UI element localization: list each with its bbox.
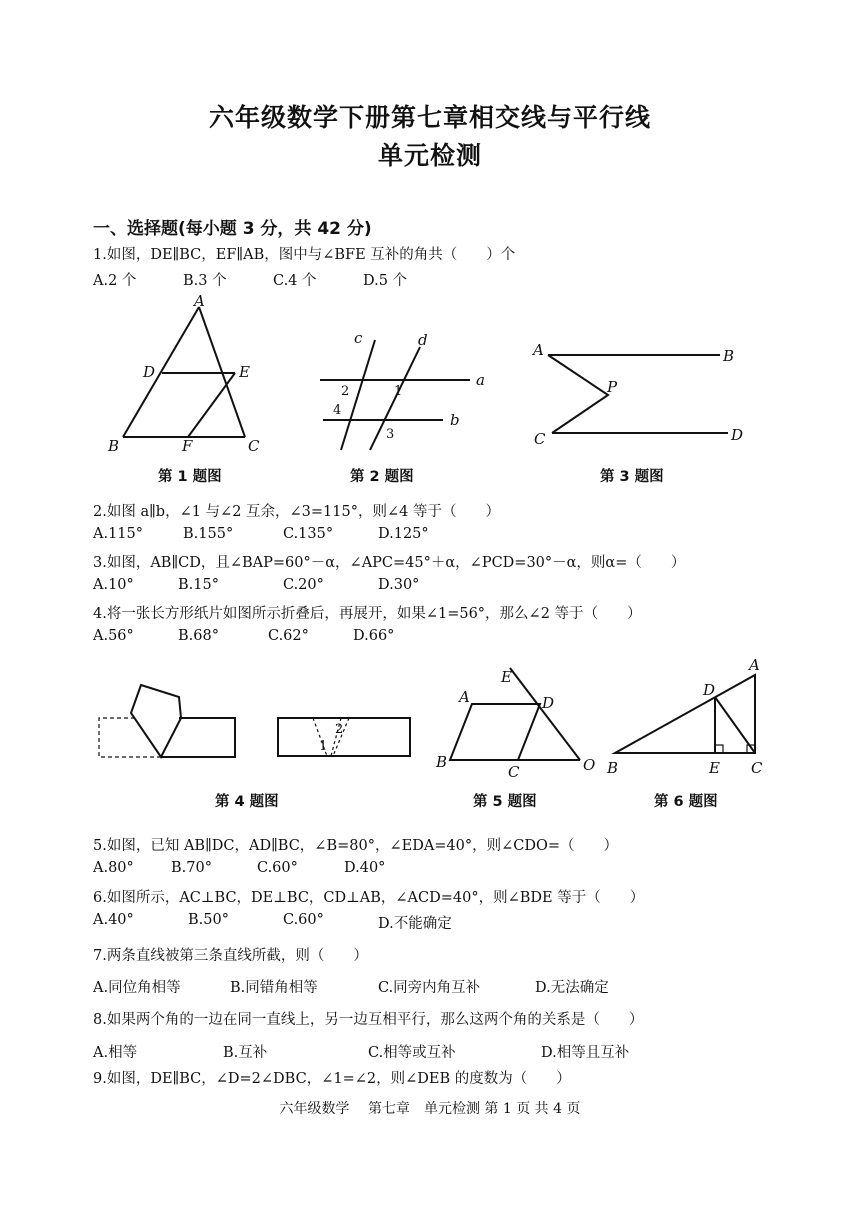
q5-option-a: A.80°: [93, 860, 134, 876]
fig2-label-a: a: [476, 371, 485, 389]
q6-option-d: D.不能确定: [378, 916, 452, 932]
fig2-label-4: 4: [333, 403, 342, 418]
fig4-label-2: 2: [335, 722, 344, 737]
figure-2: [315, 325, 495, 455]
question-6: 6.如图所示，AC⊥BC，DE⊥BC，CD⊥AB，∠ACD=40°，则∠BDE 等于（ ）: [93, 890, 645, 906]
fig6-label-c: C: [751, 759, 763, 777]
q8-option-b: B.互补: [223, 1045, 268, 1061]
q5-option-b: B.70°: [171, 860, 212, 876]
q3-option-a: A.10°: [93, 577, 134, 593]
figure-5: [430, 660, 600, 785]
q1-option-c: C.4 个: [273, 273, 317, 289]
fig5-label-c: C: [508, 763, 520, 781]
q2-option-d: D.125°: [378, 526, 429, 542]
fig1-label-c: C: [248, 437, 260, 455]
figure-4-folded: [95, 675, 245, 765]
caption-fig5: 第 5 题图: [473, 794, 537, 810]
q6-option-a: A.40°: [93, 912, 134, 928]
q1-option-b: B.3 个: [183, 273, 227, 289]
question-1: 1.如图，DE∥BC，EF∥AB，图中与∠BFE 互补的角共（ ）个: [93, 247, 516, 263]
fig6-label-a: A: [749, 656, 760, 674]
q5-option-c: C.60°: [257, 860, 298, 876]
fig3-label-b: B: [723, 347, 735, 365]
fig5-label-e: E: [501, 668, 512, 686]
fig2-label-1: 1: [394, 384, 403, 399]
question-8: 8.如果两个角的一边在同一直线上，另一边互相平行，那么这两个角的关系是（ ）: [93, 1012, 644, 1028]
caption-fig4: 第 4 题图: [215, 794, 279, 810]
figure-1: [100, 292, 280, 465]
q2-option-b: B.155°: [183, 526, 234, 542]
q4-option-d: D.66°: [353, 628, 395, 644]
q7-option-a: A.同位角相等: [93, 980, 181, 996]
fig5-label-b: B: [436, 753, 448, 771]
fig1-label-b: B: [108, 437, 120, 455]
q4-option-c: C.62°: [268, 628, 309, 644]
q8-option-c: C.相等或互补: [368, 1045, 456, 1061]
question-3: 3.如图，AB∥CD，且∠BAP=60°－α，∠APC=45°＋α，∠PCD=30°－α，则α=（ ）: [93, 555, 686, 571]
fig6-label-e: E: [709, 759, 720, 777]
page-title: 六年级数学下册第七章相交线与平行线: [208, 103, 651, 132]
q4-option-a: A.56°: [93, 628, 134, 644]
fig1-label-d: D: [143, 363, 156, 381]
page-footer: 六年级数学 第七章 单元检测 第 1 页 共 4 页: [279, 1101, 581, 1117]
q7-option-c: C.同旁内角互补: [378, 980, 481, 996]
fig5-label-d: D: [542, 694, 555, 712]
page-subtitle: 单元检测: [377, 141, 482, 170]
q3-option-d: D.30°: [378, 577, 420, 593]
section-heading: 一、选择题(每小题 3 分，共 42 分): [93, 219, 372, 239]
fig2-label-3: 3: [386, 427, 395, 442]
q8-option-d: D.相等且互补: [541, 1045, 630, 1061]
fig1-label-a: A: [194, 292, 205, 310]
q2-option-a: A.115°: [93, 526, 144, 542]
figure-3: [530, 335, 760, 455]
fig3-label-c: C: [534, 430, 546, 448]
fig2-label-c: c: [354, 329, 363, 347]
fig2-label-b: b: [450, 411, 460, 429]
question-2: 2.如图 a∥b，∠1 与∠2 互余，∠3=115°，则∠4 等于（ ）: [93, 504, 500, 520]
q4-option-b: B.68°: [178, 628, 219, 644]
caption-fig3: 第 3 题图: [600, 469, 664, 485]
question-5: 5.如图，已知 AB∥DC，AD∥BC，∠B=80°，∠EDA=40°，则∠CDO=（ ）: [93, 838, 619, 854]
q6-option-c: C.60°: [283, 912, 324, 928]
fig6-label-d: D: [703, 681, 716, 699]
question-7: 7.两条直线被第三条直线所截，则（ ）: [93, 948, 368, 964]
q7-option-b: B.同错角相等: [230, 980, 318, 996]
figure-6: [605, 655, 770, 780]
fig2-label-d: d: [418, 331, 428, 349]
q3-option-b: B.15°: [178, 577, 219, 593]
fig1-label-f: F: [182, 437, 193, 455]
caption-fig2: 第 2 题图: [350, 469, 414, 485]
fig6-label-b: B: [607, 759, 619, 777]
q3-option-c: C.20°: [283, 577, 324, 593]
q8-option-a: A.相等: [93, 1045, 138, 1061]
fig2-label-2: 2: [341, 384, 350, 399]
q5-option-d: D.40°: [344, 860, 386, 876]
question-9: 9.如图，DE∥BC，∠D=2∠DBC，∠1=∠2，则∠DEB 的度数为（ ）: [93, 1071, 571, 1087]
fig4-label-1: 1: [319, 739, 328, 754]
q7-option-d: D.无法确定: [535, 980, 609, 996]
fig3-label-a: A: [533, 341, 544, 359]
q2-option-c: C.135°: [283, 526, 334, 542]
fig1-label-e: E: [239, 363, 250, 381]
q1-option-a: A.2 个: [93, 273, 137, 289]
fig5-label-a: A: [459, 688, 470, 706]
q6-option-b: B.50°: [188, 912, 229, 928]
fig3-label-d: D: [731, 426, 744, 444]
caption-fig1: 第 1 题图: [158, 469, 222, 485]
question-4: 4.将一张长方形纸片如图所示折叠后，再展开，如果∠1=56°，那么∠2 等于（ ）: [93, 606, 642, 622]
caption-fig6: 第 6 题图: [654, 794, 718, 810]
fig5-label-o: O: [583, 756, 596, 774]
q1-option-d: D.5 个: [363, 273, 408, 289]
fig3-label-p: P: [607, 378, 618, 396]
figure-4-unfolded: [275, 715, 415, 760]
